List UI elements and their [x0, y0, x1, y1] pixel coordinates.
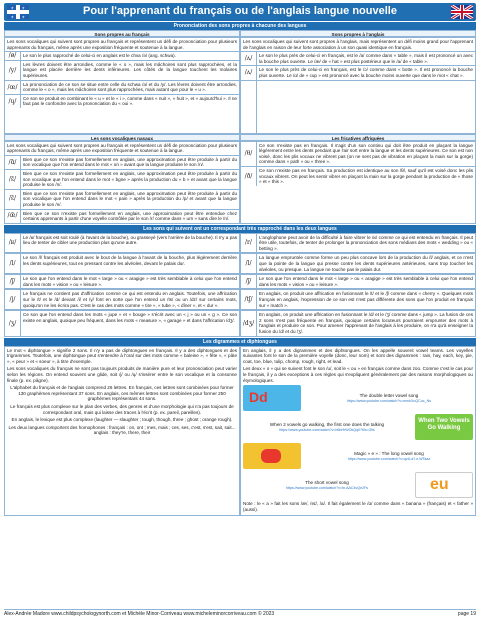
empty-cell — [257, 81, 475, 133]
phoneme-symbol: /θ/ — [241, 142, 257, 166]
phoneme-symbol: /dʒ/ — [241, 311, 257, 335]
paragraph: Le français est plus complexe sur le plan des verbes, des genres et d'une morphologie qui n'a pas toujours de correspondant oral, mais qui laisse des traces à l'écrit (p. ex. pareil, pareilles). — [10, 403, 234, 415]
page-title: Pour l'apprenant du français ou de l'anglais langue nouvelle — [83, 5, 397, 18]
note: Note : le « a » fait les sons /æ/, /eɪ/, /a/. Il fait également le /ɑ/ comme dans « banana » (français) et « father » (aussi). — [243, 501, 473, 512]
phoneme-symbol: /tʃ/ — [241, 290, 257, 309]
table-row — [241, 52, 475, 66]
phoneme-description: Le son que l'on entend dans le mot « large » ou « aragige » est très semblable à celui que l'on entend dans les mots « vision » ou « leisure ». — [259, 276, 473, 287]
svg-text:⚜: ⚜ — [21, 14, 26, 19]
phoneme-symbol: /y/ — [5, 61, 21, 80]
nasal-column — [4, 141, 240, 224]
french-intro: Les sons vocaliques qui suivent sont propres au français et représentent un défi de prononciation pour plusieurs apprenants du français, même après une exposition fréquente et soutenue à la langue. — [5, 38, 239, 52]
svg-text:⚜: ⚜ — [10, 14, 15, 19]
fricative-column — [240, 141, 476, 224]
paragraph: En anglais, il y a des digrammes et des diphtongues. On les appelle souvent vowel teams. Les voyelles suivantes font le son de la première voyelle (donc, leur nom) et sont des digrammes : rain, hay, each, key, pie, coat, toe, blue, tulip, chomp, rough, right, et lead. — [243, 347, 473, 364]
video-thumbnail[interactable] — [415, 472, 473, 498]
phoneme-description: Le son le plus près de celui-ci en français, est le /a/ comme dans « table », mais il est prononcé un avec la bouche plus ouverte. Le /æ/ de « hat » est plus postérieur que le /a/ de « table ». — [259, 53, 473, 64]
phoneme-symbol: /ø/ — [5, 52, 21, 60]
digraphs-section — [4, 346, 476, 517]
thumbnail-letters: Dd — [249, 389, 268, 406]
video-thumbnail[interactable] — [243, 443, 301, 469]
thumbnail-letters: eu — [430, 476, 449, 494]
phoneme-description: Ce son n'existe pas en français. Il s'agit d'un son continu qui doit être produit en plaçant la langue légèrement entre les dents pendant que l'air sort entre la langue et les dents supérieures. Ce son est non voisé, donc les plis vocaux ne vibrent pas (on ne sent pas de vibration en plaçant la main sur la gorge) comme dans « path » ou « three ». — [259, 142, 473, 165]
phoneme-description: En anglais, on produit une affrication en fusionnant le /d/ et le /ʒ/ comme dans « jump ». La fusion de ces 2 sons n'est pas fréquente en français, quoique certains locuteurs pourraient emprunter des mots à l'anglais et produire ce son. Pour amener l'apprenant de l'anglais à les produire, on n'a qu'à enseigner la fusion du /d/ et du /ʒ/. — [259, 312, 473, 334]
phoneme-description: Ce son que l'on entend dans les mots « jupe » et « bouge » s'écrit avec un « j » ou un « g ». Ce son existe en anglais, quoique peu fréquent, dans les mots « measure », « garage » et dans l'affrication /dʒ/. — [23, 312, 237, 323]
table-row — [5, 81, 239, 95]
phoneme-symbol: /ʌ/ — [241, 66, 257, 79]
video-item[interactable] — [243, 385, 473, 411]
table-row — [5, 190, 239, 210]
phoneme-description: Le son que l'on entend dans le mot « large » ou « aragige » est très semblable à celui que l'on entend dans les mots « vision » ou « leisure ». — [23, 276, 237, 287]
phoneme-symbol: /l/ — [241, 254, 257, 273]
table-row — [4, 253, 476, 274]
phoneme-description: Le son le plus près de celui-ci en français, est le /ɔ/ comme dans « botte ». Il est prononcé la bouche plus ouverte. Le /ɑ/ de « cup » est prononcé avec la bouche moins ouverte que dans le mot « chat ». — [259, 67, 473, 78]
svg-text:⚜: ⚜ — [10, 5, 15, 11]
thumbnail-text: When Two Vowels Go Walking — [418, 418, 470, 432]
header-nasal-vowels: Les sons vocaliques nasaux — [4, 134, 240, 141]
phoneme-symbol: /l/ — [5, 254, 21, 273]
nasal-intro: Les sons vocaliques qui suivent sont propres au français et représentent un défi de prononciation pour plusieurs apprenants du français, même après une exposition fréquente et soutenue à la langue. — [5, 142, 239, 156]
page — [4, 3, 476, 617]
table-row — [5, 52, 239, 61]
nasal-fricative-table — [4, 141, 476, 224]
video-link[interactable]: https://www.youtube.com/watch?v=b6bHrWOkQq0?t0s=39s — [279, 427, 375, 432]
header-french-sounds: Sons propres au français — [4, 30, 240, 37]
uk-flag-icon — [451, 5, 473, 19]
phoneme-description: Le /ʁ/ français est soit roulé (à l'avant de la bouche), ou grasseyé (vers l'arrière de la bouche). Il n'y a pas lieu de tenter de cibler une production plus qu'une autre. — [23, 234, 237, 246]
table-row — [4, 233, 476, 254]
table-row — [241, 142, 475, 167]
empty-cell — [241, 81, 257, 133]
paragraph: Les sons vocaliques du français ne sont pas toujours produits de manière pure et leur prononciation peut varier selon les régions. On entend souvent une glide, soit /j/ ou /ɥ/ s'insérer entre le son vocalique et la consonne finale (p. ex. pâgne). — [7, 366, 237, 383]
footer — [4, 609, 476, 617]
video-thumbnail[interactable] — [415, 414, 473, 440]
phoneme-symbol: /ɛ̃/ — [5, 170, 21, 189]
english-vowels-column — [240, 37, 476, 134]
section-heading-similar-sounds: Les sons qui suivent ont un correspondant très rapproché dans les deux langues — [4, 225, 476, 233]
paragraph: Les deux « o » qui se suivent font le son /u/, soit le « ou » en français comme dans zoo. Comme c'est le cas pour le français, il y a des exceptions à ces règles qui s'expliquent généralement par des raisons morphologiques ou étymologiques. — [243, 366, 473, 383]
paragraph: Les deux langues comportent des homophones : français : on, ont ; mes, mais ; ces, ses, c'est, s'est, sait, sait... anglais : they're, there, their — [8, 424, 236, 436]
phoneme-description: Les lèvres doivent être arrondies, comme le « o », mais les mâchoires sont plus rapprochées, et la langue est placée derrière les dents inférieures. Les côtés de la langue touchent les molaires supérieures. — [23, 61, 237, 78]
video-caption — [243, 422, 411, 432]
phoneme-description: En anglais, on produit une affrication en fusionnant le /t/ et le /ʃ/ comme dans « cherry ». Quelques mots français en anglais, l'expression de ce son est n'est pas différente des sons que l'on produit en français sur « match ». — [259, 291, 473, 308]
column-headers-2 — [4, 134, 476, 141]
phoneme-symbol: /ʁ/ — [5, 234, 21, 253]
phoneme-symbol: /ɛ̃/ — [5, 190, 21, 209]
phoneme-symbol: /ʌ/ — [241, 52, 257, 65]
video-thumbnail[interactable] — [243, 385, 301, 411]
phoneme-description: Bien que ce son n'existe pas formellement en anglais, une approximation peut être produite à partir du son vocalique que l'on entend dans le mot « pain » après la production du /p/ et avant que la langue produise le son /n/. — [23, 190, 237, 207]
phoneme-description: Le son /l/ français est produit avec le bout de la langue à l'avant de la bouche, plus légèrement derrière les dents supérieures, tout en pressant contre les alvéoles, devant le palais dur. — [23, 255, 237, 267]
phoneme-symbol: /œ/ — [5, 81, 21, 94]
footer-credits: Alex-Andrée Madore www.childpsychologynorth.com et Michèle Minor-Corriveau www.micheleminorcorriveau.com © 2023 — [4, 610, 275, 617]
video-link[interactable]: https://www.youtube.com/watch?v=qzA.a?.e.WTaaz — [347, 456, 431, 461]
phoneme-symbol: /r/ — [241, 234, 257, 253]
video-item[interactable] — [243, 443, 473, 469]
phoneme-description: La prononciation de ce son se situe entre celle du schwa /ə/ et du /y/. Les lèvres doivent être arrondies, comme le « o », mais les mâchoires sont plus rapprochées, mais autant que pour le « u ». — [23, 81, 237, 93]
column-headers — [4, 30, 476, 37]
table-row — [5, 156, 239, 170]
digraphs-right — [240, 346, 476, 517]
table-row — [5, 61, 239, 81]
phoneme-symbol: /ɑ̃/ — [5, 156, 21, 169]
video-title: The short vowel song — [305, 480, 349, 486]
phoneme-symbol: /ð/ — [241, 167, 257, 186]
header-english-sounds: Sons propres à l'anglais — [240, 30, 476, 37]
video-link[interactable]: https://www.youtube.com/watch?v=mmkXuQCuc_Ns — [347, 398, 431, 403]
video-item[interactable] — [243, 472, 473, 498]
video-caption — [305, 451, 473, 461]
phoneme-symbol: /œ̃/ — [5, 210, 21, 223]
table-row — [241, 167, 475, 186]
french-vowels-column — [4, 37, 240, 134]
thumbnail-graphic — [261, 449, 281, 463]
table-row — [4, 274, 476, 289]
phoneme-description: Le français ne contient pas d'affrication comme ce qui est entendu en anglais. Toutefois, une affrication sur le /t/ et le /d/ devant /i/ et /y/ font en sorte que l'on entend un /ts/ ou un /dz/ sur certains mots, quoiqu'on ne les écrira pas. C'est le cas des mots comme « tire », « tube », « dîner », et « dur ». — [23, 291, 237, 308]
paragraph: En anglais, le lexique est plus complexe (laughter — slaughter ; tough, though, three ; ghost ; orange rough). — [11, 417, 233, 423]
phoneme-description: L'anglophone peut avoir de la difficulté à faire vibrer le /ʁ/ comme ce qui est entendu en français. Il peut être utile, toutefois, de tenter de prolonger la prononciation des sons médians des mots « wedding » ou « betting ». — [259, 234, 473, 251]
phoneme-description: Bien que ce son n'existe pas formellement en anglais, une approximation peut être produite à partir du son vocalique que l'on entend dans le mot « bgne » après la production du « b » et avant que la langue produise le son /n/. — [23, 170, 237, 188]
phoneme-description: Bien que ce son n'existe pas formellement en anglais, une approximation peut être produite à partir du son vocalique que l'on entend dans le mot « on » avant que la langue produise le son /n/. — [23, 156, 237, 168]
video-title: Magic « e » : The long vowel song — [354, 451, 424, 457]
phoneme-symbol: /ʒ/ — [5, 311, 21, 335]
quebec-flag-icon — [7, 5, 29, 19]
digraphs-left — [4, 346, 240, 517]
similar-sounds-table — [4, 233, 476, 337]
paragraph: L'alphabet du français et de l'anglais comprend 26 lettres. En français, ces lettres sont combinées pour former 130 graphèmes représentant 37 sons. En anglais, ces mêmes lettres sont combinées pour former 250 graphèmes représentant 44 sons. — [10, 385, 234, 402]
svg-text:⚜: ⚜ — [21, 5, 26, 11]
video-item[interactable] — [243, 414, 473, 440]
video-title: When 2 vowels go walking, the first one does the talking — [269, 422, 385, 428]
phoneme-description: Ce son n'existe pas en français. Sa production est identique au son /θ/, sauf qu'il est voisé donc les plis vocaux vibrent. On peut les sentir vibrer en plaçant la main sur la gorge pendant la production de « those » et « this ». — [259, 167, 473, 185]
section-heading-digraphs: Les digrammes et diphtongues — [4, 338, 476, 346]
video-caption — [243, 480, 411, 490]
table-row — [5, 170, 239, 190]
phoneme-description: La langue empruntée comme forme un peu plus concave lors de la production du /l/ anglais, et ce n'est que la pointe de la langue qui presse contre les dents supérieures antérieures, sans trop toucher les alvéoles, ou presque. La langue ne touche pas le palais dur. — [259, 255, 473, 272]
table-row — [4, 289, 476, 310]
phoneme-symbol: /ʃ/ — [5, 275, 21, 288]
page-number: page 19 — [457, 610, 476, 617]
phoneme-description: Le son le plus rapproché de celui-ci en anglais est le chva /ə/ (ang. schwa). — [23, 53, 176, 59]
table-row — [241, 66, 475, 80]
video-title: The double letter vowel song — [359, 393, 419, 399]
phoneme-symbol: /ɥ/ — [5, 95, 21, 108]
title-banner — [4, 3, 476, 21]
phoneme-symbol: /ʃ/ — [241, 275, 257, 288]
video-link[interactable]: https://www.youtube.com/watch?v=tn.AAC4vQe2Fs — [285, 485, 369, 490]
table-row — [5, 210, 239, 223]
phoneme-symbol: /j/ — [5, 290, 21, 309]
section-heading-pronunciation: Prononciation des sons propres à chacune des langues — [4, 22, 476, 30]
english-intro: Les sons vocaliques qui suivent sont propres à l'anglais, mais représentent un défi moins grand pour l'apprenant de l'anglais en raison de leur forte association à un son quasi identique en français. — [241, 38, 475, 52]
video-caption — [305, 393, 473, 403]
paragraph: Le mot « diphtongue » signifie 2 sons. Il n'y a pas de diphtongues en français. Il y a des diphtongues et des trigrammes. Toutefois, une diphtongue peut s'entendre à l'oral sur des mots comme « baleine », « fête », « pâte », « peur » et « soeur », à titre d'exemple. — [7, 347, 237, 364]
table-row — [4, 310, 476, 336]
phoneme-description: Bien que ce son n'existe pas formellement en anglais, une approximation peut être entendue chez certains apprenants à partir d'une voyelle contrôlée par le son /r/ comme dans « urn » sans dire le /n/. — [23, 210, 237, 222]
phoneme-description: Ce son se produit en combinant le « u » et le « i », comme dans « nuit », « huit », et « aujourd'hui ». Il ne faut pas le confondre avec la prononciation du « oui ». — [23, 95, 237, 107]
vowel-sounds-table — [4, 37, 476, 134]
table-row — [5, 95, 239, 108]
empty-row — [241, 81, 475, 133]
header-fricatives: Les fricatives affriquées — [240, 134, 476, 141]
